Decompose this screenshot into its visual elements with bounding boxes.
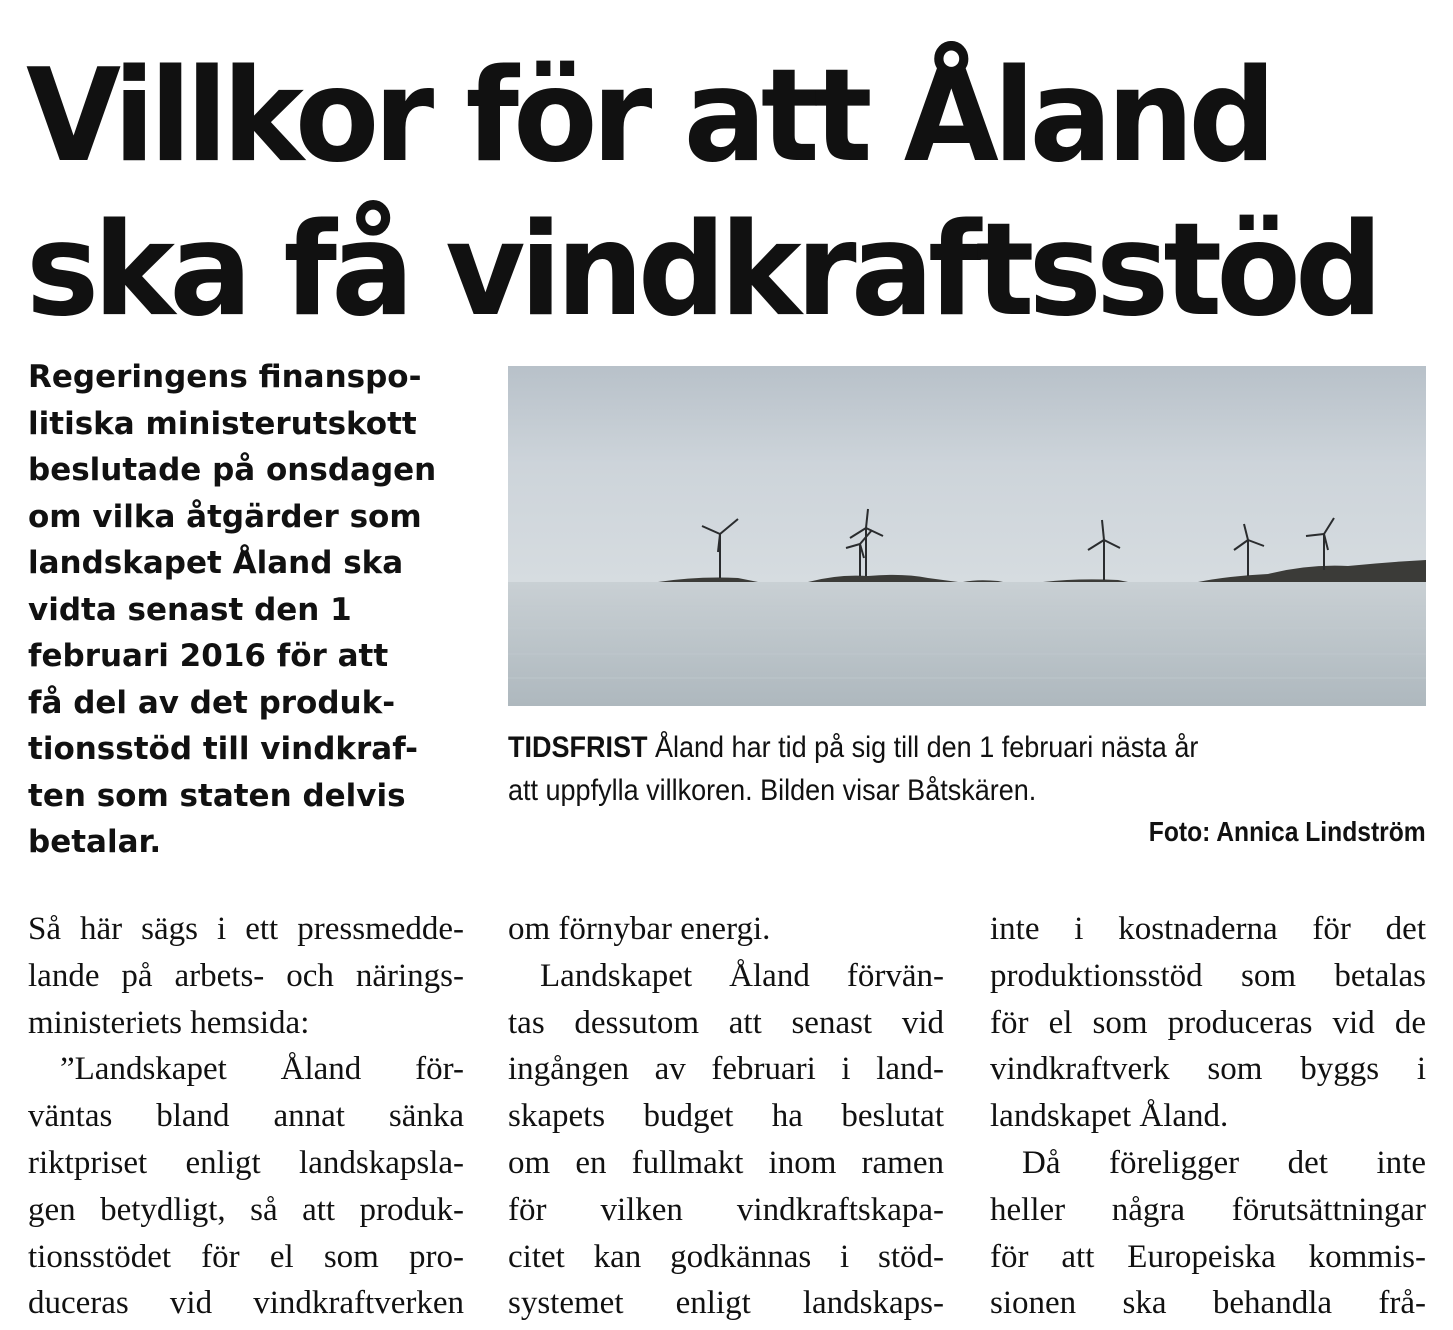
body-line: ingången av februari i land- — [508, 1051, 944, 1088]
body-line: tionsstödet för el som pro- — [28, 1238, 464, 1275]
body-line: duceras vid vindkraftverken — [28, 1285, 464, 1322]
lead-line: tionsstöd till vindkraf- — [28, 731, 419, 767]
body-line: för vilken vindkraftskapa- — [508, 1191, 944, 1228]
sea — [508, 582, 1426, 706]
caption-line-2: att uppfylla villkoren. Bilden visar Båtskären. — [508, 774, 1037, 807]
headline-line-1: Villkor för att Åland — [26, 42, 1271, 191]
lead-line: beslutade på onsdagen — [28, 452, 437, 488]
body-line: systemet enligt landskaps- — [508, 1285, 944, 1322]
body-column-2 — [508, 906, 944, 1327]
body-line: ”Landskapet Åland för- — [60, 1051, 464, 1088]
body-line: inte i kostnaderna för det — [990, 911, 1426, 947]
body-line: citet kan godkännas i stöd- — [508, 1238, 944, 1275]
lead-paragraph — [28, 354, 478, 866]
body-line: produktionsstöd som betalas — [990, 957, 1426, 994]
caption-line-1 — [508, 726, 1334, 769]
body-line: om förnybar energi. — [508, 911, 771, 947]
lead-line: få del av det produk- — [28, 684, 396, 721]
body-line: landskapet Åland. — [990, 1098, 1229, 1135]
body-line: väntas bland annat sänka — [28, 1098, 464, 1135]
headline — [26, 40, 1380, 348]
body-line: skapets budget ha beslutat — [508, 1098, 944, 1135]
photo-caption — [508, 726, 1334, 812]
body-line: sionen ska behandla frå- — [990, 1285, 1426, 1322]
lead-line: landskapet Åland ska — [28, 545, 404, 581]
lead-line: vidta senast den 1 — [28, 591, 352, 628]
body-column-3 — [990, 906, 1426, 1327]
body-line: för att Europeiska kommis- — [990, 1238, 1426, 1275]
body-line: gen betydligt, så att produk- — [28, 1191, 464, 1228]
photo-credit: Foto: Annica Lindström — [1149, 816, 1426, 847]
body-line: riktpriset enligt landskapsla- — [28, 1144, 464, 1181]
body-line: för el som produceras vid de — [990, 1004, 1426, 1041]
lead-line: litiska ministerutskott — [28, 405, 417, 442]
body-line: Landskapet Åland förvän- — [540, 957, 944, 994]
lead-line: februari 2016 för att — [28, 638, 389, 674]
lead-line: ten som staten delvis — [28, 777, 406, 814]
body-column-1 — [28, 906, 464, 1327]
wind-turbines-photo — [508, 366, 1426, 706]
body-line: om en fullmakt inom ramen — [508, 1144, 944, 1181]
lead-line: Regeringens finanspo- — [28, 359, 422, 395]
lead-line: om vilka åtgärder som — [28, 498, 422, 535]
body-line: ministeriets hemsida: — [28, 1004, 310, 1041]
body-line: lande på arbets- och närings- — [28, 957, 464, 994]
lead-line: betalar. — [28, 824, 162, 860]
sky — [508, 366, 1426, 584]
body-line: heller några förutsättningar — [990, 1191, 1426, 1228]
body-line: Så här sägs i ett pressmedde- — [28, 911, 464, 947]
headline-line-2: ska få vindkraftsstöd — [26, 196, 1378, 345]
body-line: tas dessutom att senast vid — [508, 1004, 944, 1041]
body-line: vindkraftverk som byggs i — [990, 1051, 1426, 1088]
caption-text: Åland har tid på sig till den 1 februari nästa år — [647, 731, 1199, 764]
body-line: Då föreligger det inte — [1022, 1144, 1426, 1181]
caption-kicker: TIDSFRIST — [508, 731, 648, 764]
